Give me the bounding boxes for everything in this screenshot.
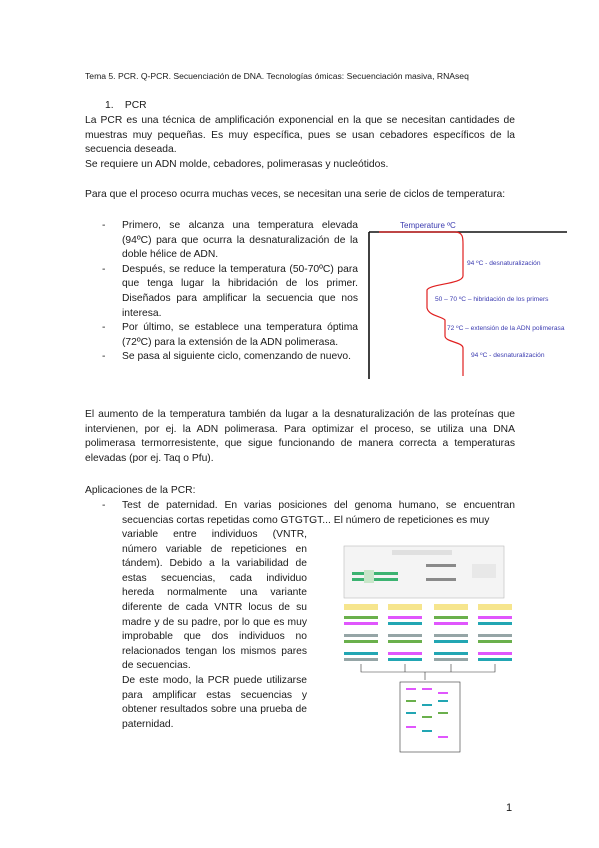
extension-label: 72 ºC – extensión de la ADN polimerasa xyxy=(447,325,565,332)
page-number: 1 xyxy=(506,802,513,814)
hybridization-label: 50 – 70 ºC – hibridación de los primers xyxy=(435,296,549,303)
list-item: - Se pasa al siguiente ciclo, comenzando de nuevo. xyxy=(100,350,358,365)
denaturation-paragraph: El aumento de la temperatura también da lugar a la desnaturalización de las proteínas que intervienen, por ej. la ADN polimerasa. Para optimizar el proceso, se utiliza una DNA polimerasa termorresistente, que sigue funcionando de manera correcta a temperaturas elevadas (por ej. Taq o Pfu). xyxy=(85,409,515,464)
list-item: - Test de paternidad. En varias posiciones del genoma humano, se encuentran secuencias cortas repetidas como GTGTGT... El número de repeticiones es muy xyxy=(100,499,515,528)
list-item: - Por último, se establece una temperatura óptima (72ºC) para la extensión de la ADN polimerasa. xyxy=(100,321,358,350)
temperature-axis-label: Temperature ºC xyxy=(400,221,456,230)
list-item: - Primero, se alcanza una temperatura elevada (94ºC) para que ocurra la desnaturalización de la doble hélice de ADN. xyxy=(100,219,358,263)
requirements-paragraph: Se requiere un ADN molde, cebadores, polimerasas y nucleótidos. xyxy=(85,159,389,170)
intro-paragraph: La PCR es una técnica de amplificación exponencial en la que se necesitan cantidades de muestras muy pequeñas. Es muy específica, pues se usan cebadores específicos de la secuencia deseada. xyxy=(85,115,515,156)
list-item: - Después, se reduce la temperatura (50-70ºC) para que tenga lugar la hibridación de los primer. Diseñados para amplificar la secuencia que nos interesa. xyxy=(100,263,358,321)
section-title xyxy=(105,100,147,111)
vntr-paternity-figure xyxy=(330,540,520,755)
paternity-paragraph: variable entre individuos (VNTR, número variable de repeticiones en tándem). Debido a la variabilidad de estas secuencias, cada individuo hereda normalmente una variante diferente de cada VNTR locus de su madre y de su padre, por lo que es muy improbable que dos individuos no relacionados tengan los mismos pares de secuencias. xyxy=(122,529,307,672)
cycles-intro-paragraph: Para que el proceso ocurra muchas veces, se necesitan una serie de ciclos de temperatura: xyxy=(85,189,506,200)
section-title-text: PCR xyxy=(124,100,147,111)
temperature-cycle-diagram xyxy=(367,218,582,383)
denaturation-label: 94 ºC - desnaturalización xyxy=(467,260,541,267)
paternity-conclusion: De este modo, la PCR puede utilizarse para amplificar estas secuencias y obtener resultados sobre una prueba de paternidad. xyxy=(122,675,307,730)
applications-list xyxy=(100,499,515,528)
cycle-steps-list xyxy=(100,219,358,365)
section-number: 1. xyxy=(105,100,114,111)
temperature-curve xyxy=(379,232,463,376)
document-header: Tema 5. PCR. Q-PCR. Secuenciación de DNA. Tecnologías ómicas: Secuenciación masiva, RNAseq xyxy=(85,71,469,81)
denaturation-label-2: 94 ºC - desnaturalización xyxy=(471,352,545,359)
applications-title: Aplicaciones de la PCR: xyxy=(85,485,196,496)
